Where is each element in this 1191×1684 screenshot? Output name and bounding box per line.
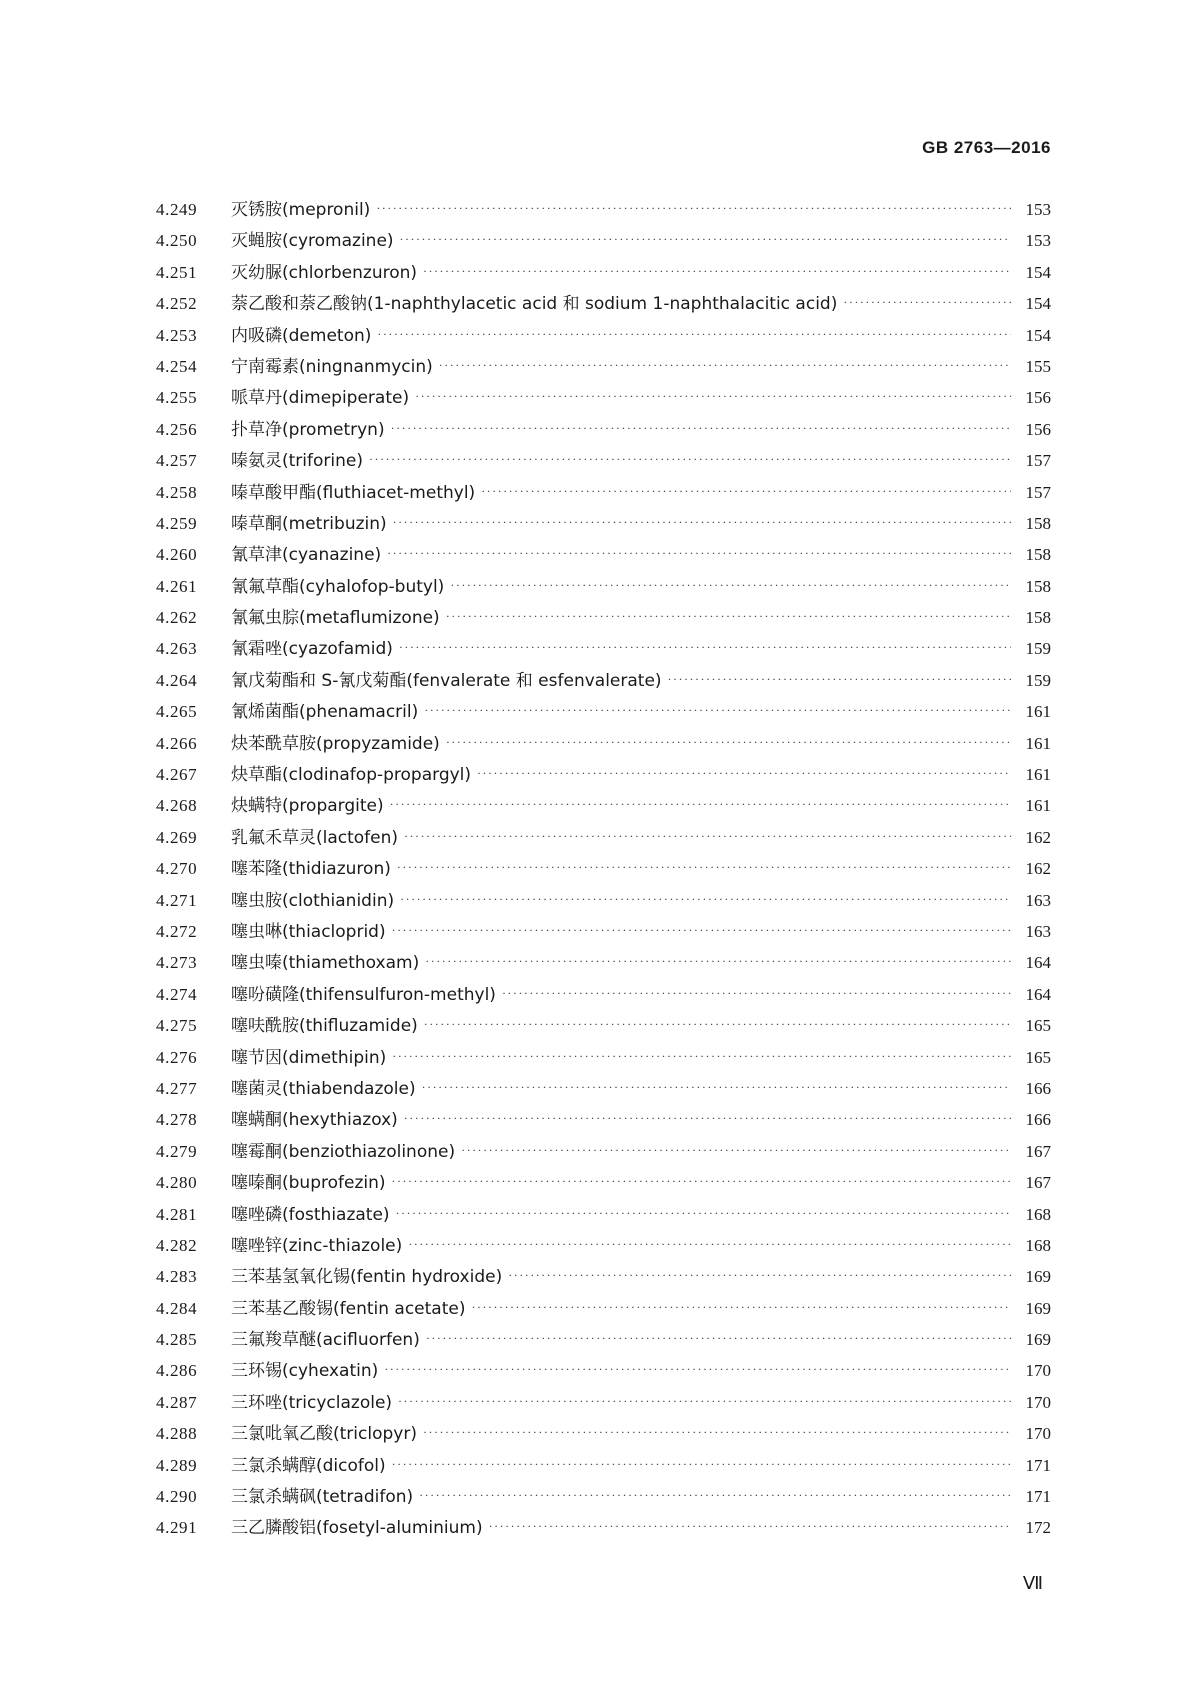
toc-entry-title: 噻节因(dimethipin)	[231, 1047, 387, 1068]
toc-entry-page: 161	[1025, 702, 1051, 722]
toc-entry-number: 4.275	[156, 1016, 198, 1036]
toc-dot-leader	[426, 1331, 1011, 1346]
toc-dot-leader	[425, 954, 1011, 969]
toc-entry[interactable]	[156, 195, 1051, 226]
toc-dot-leader	[392, 1457, 1011, 1472]
toc-entry[interactable]	[156, 1011, 1051, 1042]
toc-entry-page: 154	[1025, 325, 1051, 345]
toc-entry-page: 171	[1025, 1487, 1051, 1507]
toc-entry[interactable]	[156, 352, 1051, 383]
toc-entry-title: 氰烯菌酯(phenamacril)	[231, 702, 419, 723]
toc-entry-title: 噻霉酮(benziothiazolinone)	[231, 1141, 456, 1162]
toc-entry[interactable]	[156, 383, 1051, 414]
toc-entry-page: 168	[1025, 1204, 1051, 1224]
toc-dot-leader	[387, 546, 1011, 561]
toc-entry-title: 噻嗪酮(buprofezin)	[231, 1173, 386, 1194]
toc-entry-title: 噻呋酰胺(thifluzamide)	[231, 1016, 418, 1037]
toc-entry-number: 4.290	[156, 1487, 198, 1507]
toc-entry-page: 167	[1025, 1173, 1051, 1193]
toc-entry-number: 4.262	[156, 608, 198, 628]
toc-entry-number: 4.280	[156, 1173, 198, 1193]
toc-dot-leader	[369, 452, 1011, 467]
toc-entry[interactable]	[156, 729, 1051, 760]
toc-dot-leader	[399, 640, 1011, 655]
toc-entry[interactable]	[156, 1231, 1051, 1262]
toc-entry-title: 嗪氨灵(triforine)	[231, 451, 363, 472]
toc-entry-number: 4.249	[156, 200, 198, 219]
toc-entry-number: 4.278	[156, 1110, 198, 1130]
toc-entry-page: 165	[1025, 1016, 1051, 1036]
toc-entry-page: 158	[1025, 545, 1051, 565]
toc-entry[interactable]	[156, 446, 1051, 477]
toc-entry-title: 萘乙酸和萘乙酸钠(1-naphthylacetic acid 和 sodium 1-naphthalacitic acid)	[231, 294, 838, 315]
toc-dot-leader	[391, 421, 1011, 436]
toc-dot-leader	[508, 1268, 1011, 1283]
toc-entry[interactable]	[156, 854, 1051, 885]
toc-entry-page: 172	[1025, 1518, 1051, 1538]
toc-entry-title: 三环锡(cyhexatin)	[231, 1361, 379, 1382]
toc-dot-leader	[390, 797, 1011, 812]
toc-entry-number: 4.279	[156, 1141, 198, 1161]
toc-entry-page: 153	[1025, 231, 1051, 251]
toc-dot-leader	[450, 578, 1011, 593]
toc-entry[interactable]	[156, 226, 1051, 257]
toc-entry[interactable]	[156, 634, 1051, 665]
toc-dot-leader	[400, 892, 1011, 907]
toc-entry-title: 三苯基乙酸锡(fentin acetate)	[231, 1298, 466, 1319]
table-of-contents	[156, 195, 1051, 1545]
toc-entry[interactable]	[156, 1513, 1051, 1544]
toc-dot-leader	[668, 672, 1011, 687]
toc-entry-title: 内吸磷(demeton)	[231, 325, 372, 346]
toc-entry-title: 氰氟草酯(cyhalofop-butyl)	[231, 576, 445, 597]
toc-entry-number: 4.265	[156, 702, 198, 722]
toc-entry[interactable]	[156, 1168, 1051, 1199]
toc-entry-number: 4.273	[156, 953, 198, 973]
toc-entry-title: 哌草丹(dimepiperate)	[231, 388, 410, 409]
toc-entry-title: 氰霜唑(cyazofamid)	[231, 639, 393, 660]
toc-dot-leader	[392, 1174, 1011, 1189]
toc-entry-title: 氰戊菊酯和 S-氰戊菊酯(fenvalerate 和 esfenvalerate)	[231, 670, 662, 691]
toc-dot-leader	[424, 1017, 1011, 1032]
toc-entry-page: 157	[1025, 482, 1051, 502]
toc-entry-page: 164	[1025, 953, 1051, 973]
toc-entry-page: 170	[1025, 1424, 1051, 1444]
toc-dot-leader	[377, 327, 1011, 342]
toc-dot-leader	[424, 703, 1011, 718]
toc-entry-page: 169	[1025, 1330, 1051, 1350]
toc-entry-page: 163	[1025, 921, 1051, 941]
toc-entry-page: 168	[1025, 1235, 1051, 1255]
toc-entry-title: 扑草净(prometryn)	[231, 419, 385, 440]
toc-dot-leader	[393, 515, 1011, 530]
toc-dot-leader	[422, 1080, 1011, 1095]
toc-dot-leader	[502, 986, 1011, 1001]
toc-entry-page: 161	[1025, 796, 1051, 816]
toc-entry[interactable]	[156, 478, 1051, 509]
toc-entry-page: 159	[1025, 670, 1051, 690]
toc-entry-title: 三氯杀螨醇(dicofol)	[231, 1455, 386, 1476]
toc-entry[interactable]	[156, 760, 1051, 791]
toc-entry-number: 4.277	[156, 1078, 198, 1098]
toc-dot-leader	[471, 1300, 1011, 1315]
toc-entry-title: 嗪草酸甲酯(fluthiacet-methyl)	[231, 482, 476, 503]
toc-entry-number: 4.261	[156, 576, 198, 596]
toc-entry-page: 169	[1025, 1298, 1051, 1318]
toc-entry-page: 171	[1025, 1455, 1051, 1475]
toc-entry[interactable]	[156, 1105, 1051, 1136]
toc-entry-title: 灭蝇胺(cyromazine)	[231, 231, 394, 252]
toc-dot-leader	[392, 923, 1011, 938]
toc-dot-leader	[446, 735, 1011, 750]
toc-entry-title: 噻苯隆(thidiazuron)	[231, 859, 391, 880]
page-number: Ⅶ	[1022, 1573, 1043, 1593]
toc-dot-leader	[392, 1049, 1011, 1064]
toc-entry-page: 158	[1025, 576, 1051, 596]
toc-entry-number: 4.284	[156, 1298, 198, 1318]
toc-entry-number: 4.283	[156, 1267, 198, 1287]
toc-entry-number: 4.291	[156, 1518, 198, 1538]
toc-entry-title: 三氯杀螨砜(tetradifon)	[231, 1487, 414, 1508]
toc-entry-number: 4.258	[156, 482, 198, 502]
toc-entry-title: 噻虫胺(clothianidin)	[231, 890, 395, 911]
toc-entry[interactable]	[156, 1200, 1051, 1231]
toc-entry-title: 三氯吡氧乙酸(triclopyr)	[231, 1424, 417, 1445]
toc-entry-number: 4.264	[156, 670, 198, 690]
toc-entry-title: 宁南霉素(ningnanmycin)	[231, 356, 433, 377]
toc-entry[interactable]	[156, 572, 1051, 603]
toc-entry[interactable]	[156, 886, 1051, 917]
toc-dot-leader	[477, 766, 1011, 781]
toc-entry-page: 158	[1025, 608, 1051, 628]
toc-entry-title: 三环唑(tricyclazole)	[231, 1392, 393, 1413]
toc-dot-leader	[446, 609, 1011, 624]
toc-entry[interactable]	[156, 697, 1051, 728]
toc-entry-number: 4.256	[156, 419, 198, 439]
toc-entry-number: 4.255	[156, 388, 198, 408]
toc-entry-page: 155	[1025, 356, 1051, 376]
toc-entry-number: 4.252	[156, 294, 198, 314]
toc-entry-page: 169	[1025, 1267, 1051, 1287]
toc-entry[interactable]	[156, 509, 1051, 540]
toc-entry[interactable]	[156, 321, 1051, 352]
toc-entry-title: 炔草酯(clodinafop-propargyl)	[231, 765, 472, 786]
toc-dot-leader	[461, 1143, 1011, 1158]
toc-entry-title: 嗪草酮(metribuzin)	[231, 513, 387, 534]
toc-dot-leader	[384, 1362, 1011, 1377]
toc-entry-number: 4.285	[156, 1330, 198, 1350]
toc-entry-page: 161	[1025, 733, 1051, 753]
toc-entry-page: 153	[1025, 200, 1051, 219]
toc-entry-title: 噻螨酮(hexythiazox)	[231, 1110, 398, 1131]
toc-entry-page: 170	[1025, 1361, 1051, 1381]
toc-entry-number: 4.251	[156, 262, 198, 282]
toc-entry-title: 三氟羧草醚(acifluorfen)	[231, 1330, 420, 1351]
toc-entry[interactable]	[156, 1325, 1051, 1356]
toc-entry-number: 4.288	[156, 1424, 198, 1444]
toc-entry-page: 163	[1025, 890, 1051, 910]
toc-entry[interactable]	[156, 289, 1051, 320]
toc-entry-number: 4.257	[156, 451, 198, 471]
toc-entry-number: 4.269	[156, 827, 198, 847]
toc-entry-number: 4.267	[156, 765, 198, 785]
toc-entry-title: 氰草津(cyanazine)	[231, 545, 382, 566]
toc-entry-title: 灭锈胺(mepronil)	[231, 200, 371, 220]
toc-entry-title: 乳氟禾草灵(lactofen)	[231, 827, 399, 848]
toc-dot-leader	[489, 1519, 1011, 1534]
toc-dot-leader	[396, 1206, 1011, 1221]
toc-entry-title: 三苯基氢氧化锡(fentin hydroxide)	[231, 1267, 503, 1288]
toc-entry[interactable]	[156, 823, 1051, 854]
toc-entry[interactable]	[156, 666, 1051, 697]
toc-entry-number: 4.276	[156, 1047, 198, 1067]
toc-entry[interactable]	[156, 258, 1051, 289]
toc-entry-page: 156	[1025, 388, 1051, 408]
toc-entry-title: 噻虫嗪(thiamethoxam)	[231, 953, 420, 974]
toc-entry-page: 158	[1025, 513, 1051, 533]
toc-entry[interactable]	[156, 791, 1051, 822]
toc-entry-number: 4.259	[156, 513, 198, 533]
toc-entry[interactable]	[156, 1356, 1051, 1387]
toc-entry-page: 166	[1025, 1110, 1051, 1130]
toc-dot-leader	[439, 358, 1011, 373]
toc-dot-leader	[404, 1111, 1011, 1126]
toc-dot-leader	[419, 1488, 1011, 1503]
toc-entry[interactable]	[156, 1294, 1051, 1325]
toc-entry[interactable]	[156, 603, 1051, 634]
toc-entry-page: 170	[1025, 1392, 1051, 1412]
toc-entry-title: 灭幼脲(chlorbenzuron)	[231, 262, 418, 283]
document-code: GB 2763—2016	[922, 138, 1051, 157]
toc-entry-page: 154	[1025, 294, 1051, 314]
toc-entry[interactable]	[156, 980, 1051, 1011]
toc-entry[interactable]	[156, 1388, 1051, 1419]
toc-entry-title: 噻唑磷(fosthiazate)	[231, 1204, 390, 1225]
toc-dot-leader	[397, 860, 1011, 875]
toc-entry-number: 4.266	[156, 733, 198, 753]
toc-entry-page: 154	[1025, 262, 1051, 282]
toc-entry-number: 4.287	[156, 1392, 198, 1412]
toc-entry-title: 噻菌灵(thiabendazole)	[231, 1078, 416, 1099]
toc-dot-leader	[376, 201, 1011, 216]
toc-entry-title: 炔苯酰草胺(propyzamide)	[231, 733, 440, 754]
toc-dot-leader	[423, 264, 1011, 279]
toc-entry-title: 噻唑锌(zinc-thiazole)	[231, 1235, 403, 1256]
toc-entry-title: 噻吩磺隆(thifensulfuron-methyl)	[231, 984, 496, 1005]
toc-entry-number: 4.260	[156, 545, 198, 565]
toc-entry-title: 噻虫啉(thiacloprid)	[231, 921, 386, 942]
toc-dot-leader	[408, 1237, 1011, 1252]
toc-entry[interactable]	[156, 1074, 1051, 1105]
toc-dot-leader	[398, 1394, 1011, 1409]
toc-entry-page: 165	[1025, 1047, 1051, 1067]
toc-entry-title: 炔螨特(propargite)	[231, 796, 384, 817]
toc-entry[interactable]	[156, 1137, 1051, 1168]
toc-entry-number: 4.282	[156, 1235, 198, 1255]
toc-entry-number: 4.272	[156, 921, 198, 941]
toc-dot-leader	[400, 232, 1011, 247]
toc-entry[interactable]	[156, 1451, 1051, 1482]
toc-entry-number: 4.289	[156, 1455, 198, 1475]
toc-entry-page: 157	[1025, 451, 1051, 471]
toc-dot-leader	[481, 484, 1011, 499]
toc-entry-page: 162	[1025, 827, 1051, 847]
toc-entry[interactable]	[156, 1262, 1051, 1293]
toc-entry-number: 4.281	[156, 1204, 198, 1224]
toc-entry-number: 4.254	[156, 356, 198, 376]
toc-dot-leader	[415, 389, 1011, 404]
toc-entry[interactable]	[156, 1419, 1051, 1450]
toc-entry-title: 三乙膦酸铝(fosetyl-aluminium)	[231, 1518, 483, 1539]
toc-entry-page: 166	[1025, 1078, 1051, 1098]
toc-dot-leader	[404, 829, 1011, 844]
toc-entry[interactable]	[156, 948, 1051, 979]
toc-entry-page: 167	[1025, 1141, 1051, 1161]
toc-entry[interactable]	[156, 415, 1051, 446]
toc-entry[interactable]	[156, 1482, 1051, 1513]
toc-entry-number: 4.250	[156, 231, 198, 251]
toc-entry-number: 4.286	[156, 1361, 198, 1381]
toc-entry-page: 156	[1025, 419, 1051, 439]
toc-entry-page: 162	[1025, 859, 1051, 879]
toc-entry-page: 161	[1025, 765, 1051, 785]
toc-entry-page: 164	[1025, 984, 1051, 1004]
toc-entry-number: 4.271	[156, 890, 198, 910]
toc-entry-number: 4.274	[156, 984, 198, 1004]
toc-entry[interactable]	[156, 917, 1051, 948]
toc-entry-page: 159	[1025, 639, 1051, 659]
toc-entry-number: 4.270	[156, 859, 198, 879]
toc-entry-number: 4.268	[156, 796, 198, 816]
toc-dot-leader	[843, 295, 1011, 310]
toc-entry-title: 氰氟虫腙(metaflumizone)	[231, 608, 440, 629]
toc-entry[interactable]	[156, 1043, 1051, 1074]
toc-entry-number: 4.253	[156, 325, 198, 345]
toc-entry-number: 4.263	[156, 639, 198, 659]
toc-entry[interactable]	[156, 540, 1051, 571]
toc-dot-leader	[423, 1425, 1011, 1440]
